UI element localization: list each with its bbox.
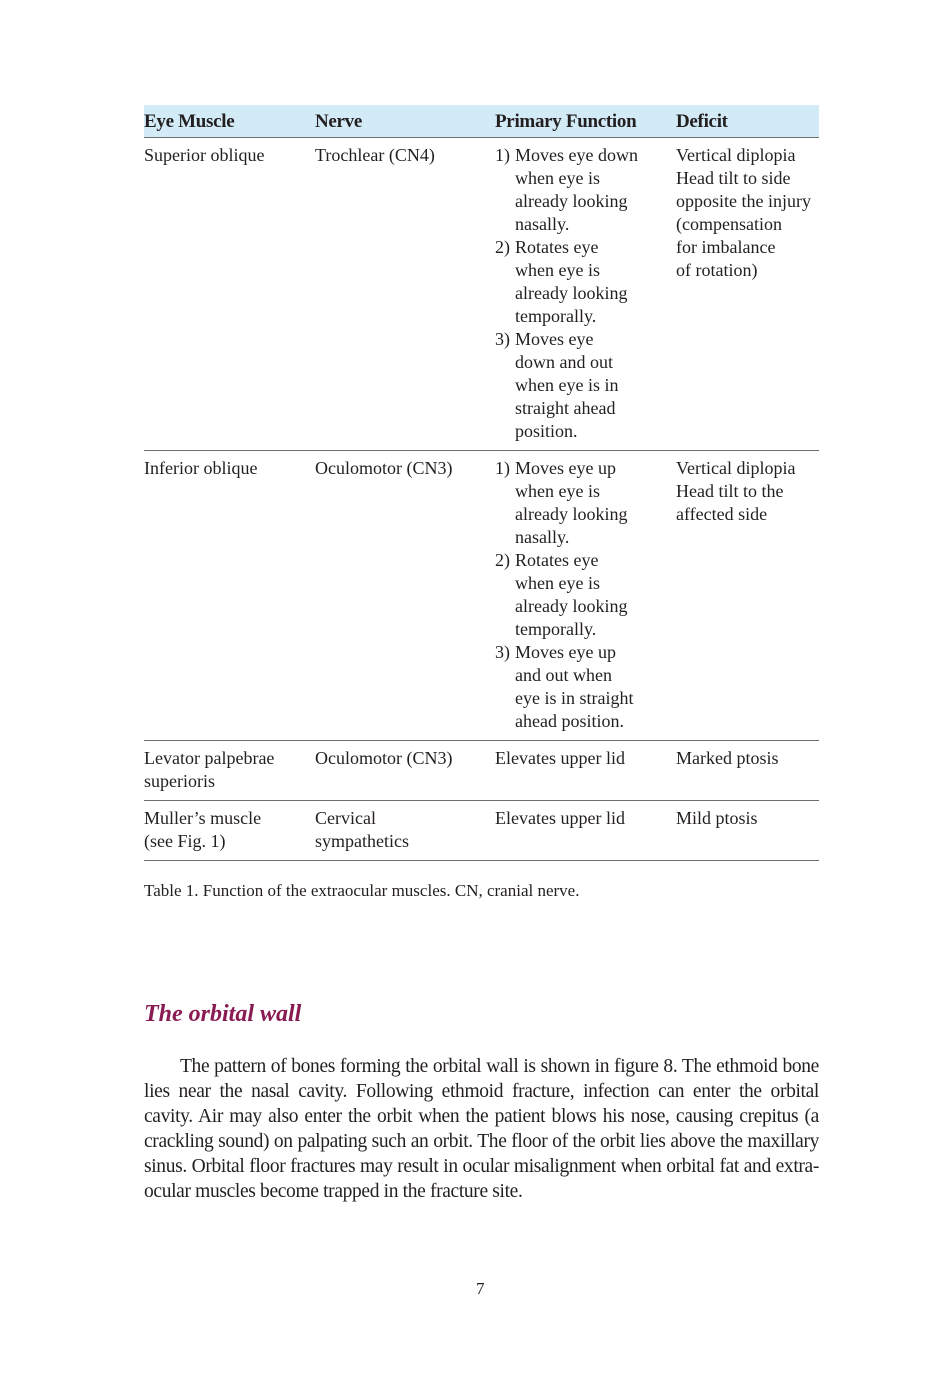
nerve-cell: Trochlear (CN4) <box>315 138 495 451</box>
extraocular-muscle-table <box>144 105 819 861</box>
function-cell: Elevates upper lid <box>495 801 676 861</box>
function-item: 3) Moves eye up and out when eye is in straight ahead position. <box>495 642 634 731</box>
page-number: 7 <box>476 1279 485 1298</box>
function-item: 3) Moves eye down and out when eye is in straight ahead position. <box>495 329 619 441</box>
muscle-table-container <box>144 105 819 861</box>
muscle-cell: Inferior oblique <box>144 451 315 741</box>
deficit-cell: Vertical diplopia Head tilt to side opposite the injury (compensation for imbalance of rotation) <box>676 138 819 451</box>
nerve-cell: Cervical sympathetics <box>315 801 495 861</box>
header-nerve: Nerve <box>315 105 495 138</box>
header-eye-muscle: Eye Muscle <box>144 105 315 138</box>
header-primary-function: Primary Function <box>495 105 676 138</box>
function-cell <box>495 451 676 741</box>
table-row <box>144 741 819 801</box>
table-header-row <box>144 105 819 138</box>
section-heading: The orbital wall <box>144 1001 302 1027</box>
body-paragraph: The pattern of bones forming the orbital wall is shown in figure 8. The ethmoid bone lies near the nasal cavity. Following ethmoid fracture, infection can enter the orbital cavity. Air may also enter the orbit when the patient blows his nose, causing crepitus (a crackling sound) on palpating such an orbit. The floor of the orbit lies above the maxillary sinus. Orbital floor fractures may result in ocular misalignment when orbital fat and extra-ocular muscles become trapped in the fracture site. <box>144 1056 819 1202</box>
table-row <box>144 138 819 451</box>
function-cell <box>495 138 676 451</box>
deficit-cell: Marked ptosis <box>676 741 819 801</box>
muscle-cell: Levator palpebrae superioris <box>144 741 315 801</box>
function-item: 2) Rotates eye when eye is already looking temporally. <box>495 237 628 326</box>
table-row <box>144 451 819 741</box>
function-item: 1) Moves eye down when eye is already looking nasally. <box>495 145 638 234</box>
muscle-cell: Superior oblique <box>144 138 315 451</box>
muscle-cell: Muller’s muscle (see Fig. 1) <box>144 801 315 861</box>
function-item: 2) Rotates eye when eye is already looking temporally. <box>495 550 628 639</box>
nerve-cell: Oculomotor (CN3) <box>315 741 495 801</box>
function-cell: Elevates upper lid <box>495 741 676 801</box>
deficit-cell: Vertical diplopia Head tilt to the affected side <box>676 451 819 741</box>
table-row <box>144 801 819 861</box>
nerve-cell: Oculomotor (CN3) <box>315 451 495 741</box>
table-caption: Table 1. Function of the extraocular muscles. CN, cranial nerve. <box>144 881 580 900</box>
function-item: 1) Moves eye up when eye is already looking nasally. <box>495 458 628 547</box>
deficit-cell: Mild ptosis <box>676 801 819 861</box>
header-deficit: Deficit <box>676 105 819 138</box>
